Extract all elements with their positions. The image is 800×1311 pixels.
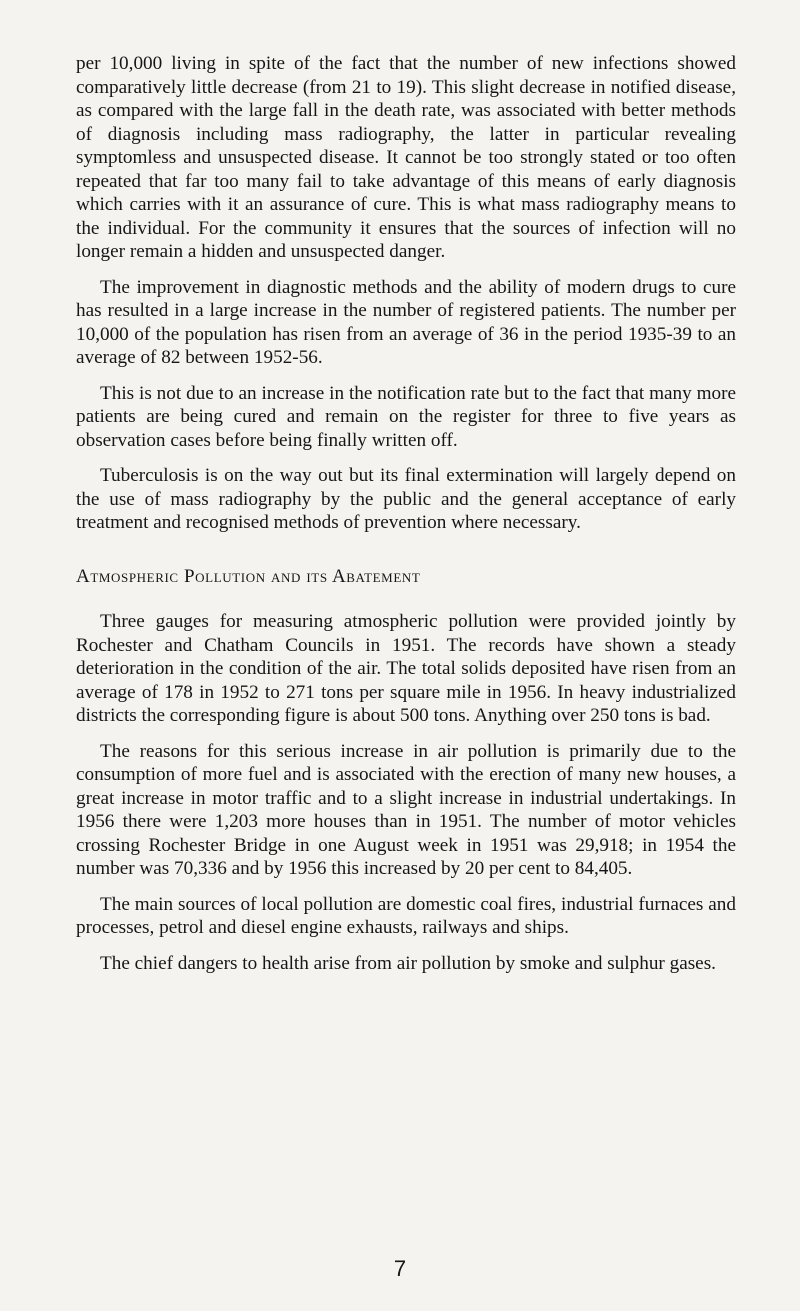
section-heading-atmospheric-pollution: Atmospheric Pollution and its Abatement <box>76 565 421 587</box>
paragraph-registered-patients: The improvement in diagnostic methods and the ability of modern drugs to cure has resulted in a large increase in the number of registered patients. The number per 10,000 of the population has risen from an average of 36 in the period 1935-39 to an average of 82 between 1952-56. <box>76 276 736 368</box>
paragraph-health-dangers: The chief dangers to health arise from air pollution by smoke and sulphur gases. <box>100 952 716 974</box>
paragraph-pollution-gauges: Three gauges for measuring atmospheric pollution were provided jointly by Rochester and Chatham Councils in 1951. The records have shown a steady deterioration in the condition of the air. The total solids deposited have risen from an average of 178 in 1952 to 271 tons per square mile in 1956. In heavy industrialized districts the corresponding figure is about 500 tons. Anything over 250 tons is bad. <box>76 611 736 726</box>
paragraph-notification-rate: This is not due to an increase in the notification rate but to the fact that many more patients are being cured and remain on the register for three to five years as observation cases before being finally written off. <box>76 382 736 451</box>
paragraph-tuberculosis-diagnosis: per 10,000 living in spite of the fact that the number of new infections showed comparatively little decrease (from 21 to 19). This slight decrease in notified disease, as compared with the large fall in the death rate, was associated with better methods of diagnosis including mass radiography, the latter in particular revealing symptomless and unsuspected disease. It cannot be too strongly stated or too often repeated that far too many fail to take advantage of this means of early diagnosis which carries with it an assurance of cure. This is what mass radiography means to the individual. For the community it ensures that the sources of infection will no longer remain a hidden and unsuspected danger. <box>76 53 736 262</box>
page-number: 7 <box>393 1256 407 1281</box>
paragraph-tuberculosis-extermination: Tuberculosis is on the way out but its final extermination will largely depend on the use of mass radiography by the public and the general acceptance of early treatment and recognised methods of prevention where necessary. <box>76 465 736 533</box>
paragraph-pollution-sources: The main sources of local pollution are domestic coal fires, industrial furnaces and processes, petrol and diesel engine exhausts, railways and ships. <box>76 893 736 938</box>
document-page <box>76 52 736 987</box>
paragraph-pollution-reasons: The reasons for this serious increase in air pollution is primarily due to the consumption of more fuel and is associated with the erection of many new houses, a great increase in motor traffic and to a slight increase in industrial undertakings. In 1956 there were 1,203 more houses than in 1951. The number of motor vehicles crossing Rochester Bridge in one August week in 1951 was 29,918; in 1954 the number was 70,336 and by 1956 this increased by 20 per cent to 84,405. <box>76 740 736 879</box>
